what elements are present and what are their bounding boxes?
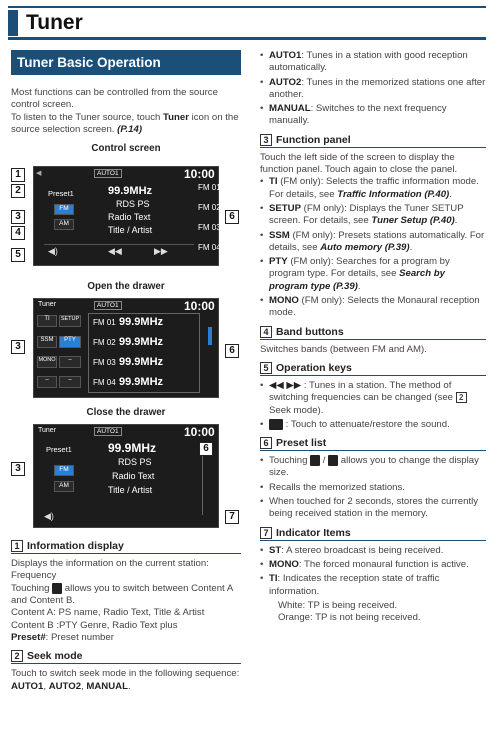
marker-3: 3	[11, 210, 25, 224]
marker-6: 6	[225, 344, 239, 358]
info-paragraph-4: Content B :PTY Genre, Radio Text plus	[11, 619, 178, 631]
empty-button[interactable]: –	[59, 376, 81, 388]
seek-keys-icon: ◀◀ ▶▶	[269, 379, 302, 391]
list-item: • ST: A stereo broadcast is being received.	[260, 545, 486, 557]
marker-6: 6	[225, 210, 239, 224]
list-item: • TI (FM only): Selects the traffic information mode. For details, see Traffic Information (P.40).	[260, 176, 486, 201]
list-item: • ◀◀ ▶▶ : Tunes in a station. The method of switching frequencies can be changed (see 2 Seek mode).	[260, 380, 486, 417]
marker-3: 3	[11, 462, 25, 476]
preset-item[interactable]: FM 03	[198, 223, 221, 233]
info-paragraph-1: Displays the information on the current station: Frequency	[11, 558, 209, 582]
indicator-items-heading: 7 Indicator Items	[260, 527, 486, 541]
intro-paragraph-1: Most functions can be controlled from the source control screen.	[11, 87, 218, 111]
scrollbar[interactable]	[208, 327, 212, 345]
seek-mode-badge[interactable]: AUTO1	[94, 169, 122, 178]
setup-button[interactable]: SETUP	[59, 315, 81, 327]
open-drawer-figure	[11, 296, 241, 400]
expand-icon	[310, 455, 320, 466]
attenuate-icon	[269, 419, 283, 430]
preset-number: Preset1	[48, 189, 74, 199]
clock: 10:00	[184, 167, 215, 182]
back-icon[interactable]: ◀	[36, 170, 42, 178]
source-label: Tuner	[38, 301, 57, 309]
am-band-button[interactable]: AM	[54, 481, 74, 492]
tp-orange: Orange: TP is not being received.	[278, 612, 421, 624]
preset-list	[260, 455, 486, 521]
preset-list-heading: 6 Preset list	[260, 437, 486, 451]
list-item: • SETUP (FM only): Displays the Tuner SETUP screen. For details, see Tuner Setup (P.40).	[260, 203, 486, 228]
preset-frequency[interactable]: 99.9MHz	[119, 316, 164, 329]
list-item: • Recalls the memorized stations.	[260, 482, 486, 494]
left-column	[11, 50, 241, 693]
frequency: 99.9MHz	[108, 441, 157, 456]
preset-channel[interactable]: FM 04	[93, 378, 116, 388]
section-title: Tuner Basic Operation	[11, 50, 241, 75]
marker-7: 7	[225, 510, 239, 524]
preset-number: Preset1	[46, 445, 72, 455]
seek-mode-badge[interactable]: AUTO1	[94, 427, 122, 436]
intro-paragraph-2: To listen to the Tuner source, touch Tuner icon on the source selection screen. (P.14)	[11, 111, 239, 135]
frequency: 99.9MHz	[108, 185, 153, 198]
marker-3: 3	[11, 340, 25, 354]
seek-paragraph: Touch to switch seek mode in the following sequence: AUTO1, AUTO2, MANUAL.	[11, 668, 240, 692]
preset-frequency[interactable]: 99.9MHz	[119, 336, 164, 349]
seek-forward-icon[interactable]: ▶▶	[154, 246, 168, 257]
caption-control-screen: Control screen	[91, 143, 161, 155]
marker-4: 4	[11, 226, 25, 240]
preset-item[interactable]: FM 01	[198, 183, 221, 193]
operation-key-bar	[44, 244, 194, 256]
marker-5: 5	[11, 248, 25, 262]
list-item: • TI: Indicates the reception state of traffic information.	[260, 573, 486, 598]
preset-channel[interactable]: FM 01	[93, 318, 116, 328]
right-column	[260, 50, 486, 624]
info-paragraph-2: Touching allows you to switch between Content A and Content B.	[11, 582, 233, 607]
preset-frequency[interactable]: 99.9MHz	[119, 376, 164, 389]
empty-button[interactable]: –	[37, 376, 57, 388]
operation-keys-heading: 5 Operation keys	[260, 362, 486, 376]
pty-button[interactable]: PTY	[59, 336, 81, 348]
list-item: • AUTO1: Tunes in a station with good reception automatically.	[260, 50, 486, 75]
preset-item[interactable]: FM 04	[198, 243, 221, 253]
page-title-bar	[8, 6, 486, 40]
title-accent	[8, 10, 18, 36]
source-label: Tuner	[38, 427, 57, 435]
indicator-list	[260, 545, 486, 598]
preset-item[interactable]: FM 02	[198, 203, 221, 213]
tp-white: White: TP is being received.	[278, 599, 398, 611]
collapse-icon	[328, 455, 338, 466]
marker-2: 2	[11, 184, 25, 198]
seek-mode-heading: 2 Seek mode	[11, 650, 241, 664]
list-item: • Touching / allows you to change the display size.	[260, 455, 486, 480]
band-buttons-heading: 4 Band buttons	[260, 326, 486, 340]
info-display-heading: 1 Information display	[11, 540, 241, 554]
function-list	[260, 176, 486, 319]
preset-channel[interactable]: FM 03	[93, 358, 116, 368]
attenuate-icon[interactable]: ◀)	[48, 246, 58, 257]
operation-list	[260, 380, 486, 431]
list-item: • PTY (FM only): Searches for a program by program type. For details, see Search by program type (P.39).	[260, 256, 486, 293]
rds-ps: RDS PS	[118, 457, 152, 468]
preset-frequency[interactable]: 99.9MHz	[119, 356, 164, 369]
function-paragraph: Touch the left side of the screen to display the function panel. Touch again to close the panel.	[260, 151, 458, 176]
fm-band-button[interactable]: FM	[54, 465, 74, 476]
marker-6: 6	[199, 442, 213, 456]
clock: 10:00	[184, 425, 215, 440]
empty-button[interactable]: –	[59, 356, 81, 368]
am-band-button[interactable]: AM	[54, 219, 74, 230]
ssm-button[interactable]: SSM	[37, 336, 57, 348]
seek-mode-badge[interactable]: AUTO1	[94, 301, 122, 310]
page-title: Tuner	[26, 10, 83, 34]
function-panel-heading: 3 Function panel	[260, 134, 486, 148]
caption-close-drawer: Close the drawer	[86, 407, 166, 419]
seek-back-icon[interactable]: ◀◀	[108, 246, 122, 257]
title-artist: Title / Artist	[108, 485, 153, 496]
info-paragraph-5: Preset#: Preset number	[11, 632, 114, 643]
seek-mode-list	[260, 50, 486, 128]
list-item: • SSM (FM only): Presets stations automatically. For details, see Auto memory (P.39).	[260, 230, 486, 255]
clock: 10:00	[184, 299, 215, 314]
radio-text: Radio Text	[108, 212, 151, 223]
list-item: • AUTO2: Tunes in the memorized stations one after another.	[260, 77, 486, 102]
list-item: • MANUAL: Switches to the next frequency manually.	[260, 103, 486, 128]
control-screen	[33, 166, 219, 266]
caption-open-drawer: Open the drawer	[87, 281, 165, 293]
control-screen-figure	[11, 158, 241, 274]
close-drawer-figure	[11, 422, 241, 534]
close-drawer-screen	[33, 424, 219, 528]
title-artist: Title / Artist	[108, 225, 153, 236]
open-drawer-screen	[33, 298, 219, 398]
ti-button[interactable]: TI	[37, 315, 57, 327]
mono-button[interactable]: MONO	[37, 356, 57, 368]
marker-1: 1	[11, 168, 25, 182]
info-paragraph-3: Content A: PS name, Radio Text, Title & Artist	[11, 607, 205, 619]
preset-list-expanded	[88, 313, 200, 393]
band-paragraph: Switches bands (between FM and AM).	[260, 343, 427, 355]
attenuate-icon[interactable]: ◀)	[44, 511, 54, 522]
fm-band-button[interactable]: FM	[54, 204, 74, 215]
rds-ps: RDS PS	[116, 199, 150, 210]
list-item: • : Touch to attenuate/restore the sound.	[260, 419, 486, 431]
list-item: • When touched for 2 seconds, stores the currently being received station in the memory.	[260, 496, 486, 521]
content-switch-icon	[52, 583, 62, 594]
radio-text: Radio Text	[112, 471, 155, 482]
list-item: • MONO: The forced monaural function is active.	[260, 559, 486, 571]
preset-channel[interactable]: FM 02	[93, 338, 116, 348]
list-item: • MONO (FM only): Selects the Monaural reception mode.	[260, 295, 486, 320]
